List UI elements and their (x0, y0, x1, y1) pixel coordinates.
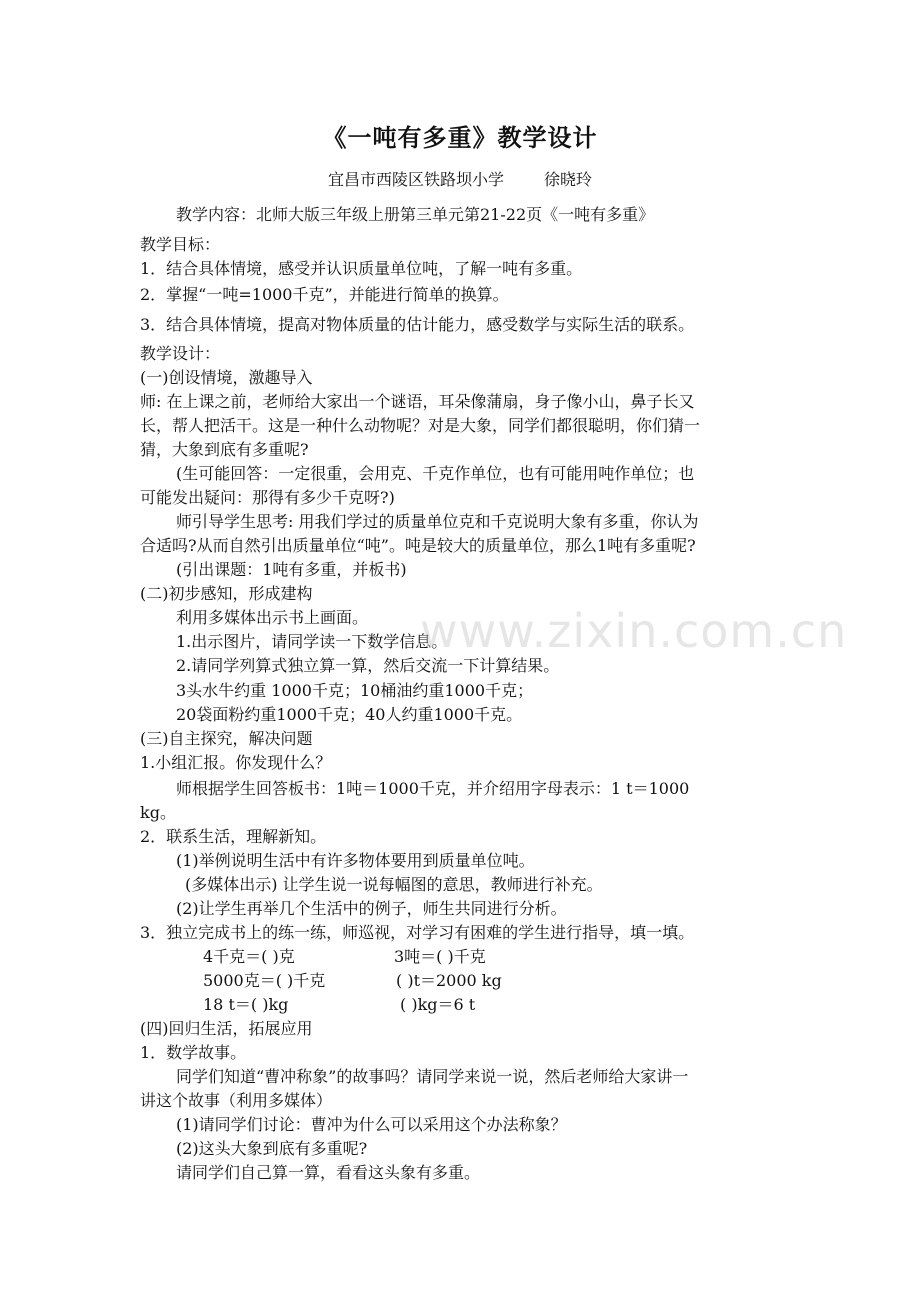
section-heading: (二)初步感知，形成建构 (140, 584, 313, 603)
list-item: (2)这头大象到底有多重呢? (176, 1139, 368, 1158)
section-heading: (一)创设情境，激趣导入 (140, 368, 313, 387)
list-item: 1．数学故事。 (140, 1043, 247, 1062)
goal-item: 2．掌握“一吨=1000千克”，并能进行简单的换算。 (140, 285, 509, 304)
watermark: www.zixin.com.cn (420, 604, 848, 658)
exercise-item: ( )kg＝6 t (400, 995, 476, 1014)
exercise-item: 4千克＝( )克 (203, 947, 295, 966)
list-item: 3．独立完成书上的练一练，师巡视，对学习有困难的学生进行指导，填一填。 (140, 923, 695, 942)
paragraph-line: 同学们知道“曹冲称象”的故事吗？请同学来说一说，然后老师给大家讲一 (176, 1067, 689, 1086)
teaching-content: 教学内容：北师大版三年级上册第三单元第21-22页《一吨有多重》 (176, 205, 655, 224)
exercise-item: 3吨＝( )千克 (394, 947, 486, 966)
exercise-item: 5000克＝( )千克 (203, 971, 326, 990)
paragraph-line: kg。 (140, 803, 176, 822)
list-item: (2)让学生再举几个生活中的例子，师生共同进行分析。 (176, 899, 567, 918)
paragraph-line: 猜，大象到底有多重呢? (140, 440, 309, 459)
list-item: 2.请同学列算式独立算一算，然后交流一下计算结果。 (176, 656, 560, 675)
list-item: 1.出示图片，请同学读一下数学信息。 (176, 632, 448, 651)
paragraph-line: 利用多媒体出示书上画面。 (176, 608, 369, 627)
list-item: (1)请同学们讨论：曹冲为什么可以采用这个办法称象？ (176, 1115, 567, 1134)
list-item: 1.小组汇报。你发现什么？ (140, 753, 332, 772)
section-heading: (三)自主探究，解决问题 (140, 729, 313, 748)
paragraph-line: (生可能回答：一定很重，会用克、千克作单位，也有可能用吨作单位；也 (176, 464, 695, 483)
paragraph-line: 20袋面粉约重1000千克；40人约重1000千克。 (176, 705, 523, 724)
exercise-item: ( )t＝2000 kg (396, 971, 502, 990)
paragraph-line: 师: 在上课之前，老师给大家出一个谜语，耳朵像蒲扇，身子像小山，鼻子长又 (140, 392, 695, 411)
goals-heading: 教学目标： (140, 235, 221, 254)
paragraph-line: (引出课题：1吨有多重，并板书) (176, 560, 407, 579)
document-title: 《一吨有多重》教学设计 (322, 124, 598, 152)
design-heading: 教学设计： (140, 344, 221, 363)
goal-item: 1．结合具体情境，感受并认识质量单位吨，了解一吨有多重。 (140, 259, 583, 278)
author-school: 宜昌市西陵区铁路坝小学 (327, 170, 504, 189)
list-item: (1)举例说明生活中有许多物体要用到质量单位吨。 (176, 851, 535, 870)
paragraph-line: (多媒体出示) 让学生说一说每幅图的意思，教师进行补充。 (185, 875, 603, 894)
list-item: 2．联系生活，理解新知。 (140, 827, 327, 846)
goal-item: 3．结合具体情境，提高对物体质量的估计能力，感受数学与实际生活的联系。 (140, 315, 695, 334)
paragraph-line: 师根据学生回答板书：1吨＝1000千克，并介绍用字母表示：1 t＝1000 (176, 779, 690, 798)
exercise-item: 18 t＝( )kg (203, 995, 289, 1014)
paragraph-line: 讲这个故事（利用多媒体） (140, 1091, 333, 1110)
author-line (0, 167, 920, 190)
author-name: 徐晓玲 (544, 170, 593, 189)
paragraph-line: 长，帮人把活干。这是一种什么动物呢？对是大象，同学们都很聪明，你们猜一 (140, 416, 701, 435)
paragraph-line: 3头水牛约重 1000千克；10桶油约重1000千克； (176, 681, 534, 700)
section-heading: (四)回归生活，拓展应用 (140, 1019, 313, 1038)
paragraph-line: 请同学们自己算一算，看看这头象有多重。 (176, 1163, 481, 1182)
paragraph-line: 可能发出疑问：那得有多少千克呀?) (140, 488, 395, 507)
paragraph-line: 师引导学生思考: 用我们学过的质量单位克和千克说明大象有多重，你认为 (176, 512, 699, 531)
paragraph-line: 合适吗?从而自然引出质量单位“吨”。吨是较大的质量单位，那么1吨有多重呢? (140, 536, 696, 555)
